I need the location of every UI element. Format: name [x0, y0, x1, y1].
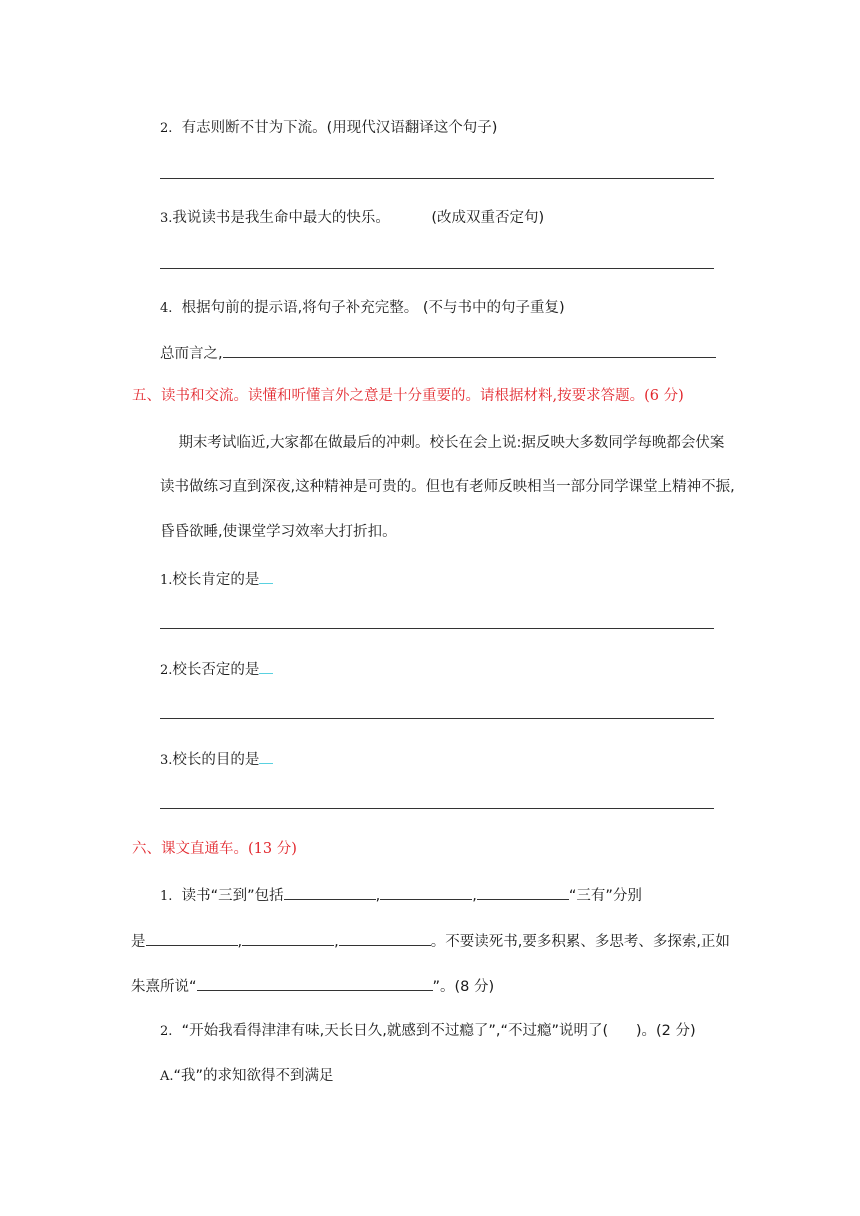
- s6-question-2: [160, 1021, 696, 1042]
- q4-answer: [160, 342, 716, 364]
- question-2: [160, 118, 497, 139]
- question-number: 3.: [160, 753, 173, 768]
- question-number: 2.: [160, 663, 173, 678]
- question-text: 校长肯定的是: [172, 572, 260, 588]
- question-number: 2.: [160, 1024, 173, 1039]
- question-text: 读书“三到”包括: [181, 888, 284, 904]
- s6-question-1: [160, 884, 642, 907]
- separator: ,: [237, 934, 243, 950]
- answer-blank[interactable]: [259, 748, 273, 764]
- answer-line[interactable]: [160, 628, 714, 629]
- question-text: 是: [131, 934, 146, 950]
- s6-question-1-line-2: [131, 930, 730, 952]
- question-text: “三有”分别: [568, 888, 642, 904]
- separator: ,: [472, 888, 477, 904]
- question-text: 我说读书是我生命中最大的快乐。: [172, 210, 390, 226]
- passage-text: 期末考试临近,大家都在做最后的冲刺。校长在会上说:据反映大多数同学每晚都会伏案: [178, 435, 725, 451]
- question-text: 校长的目的是: [172, 752, 260, 768]
- question-text: “开始我看得津津有味,天长日久,就感到不过瘾了”,“不过瘾”说明了(: [181, 1023, 609, 1039]
- question-text: 有志则断不甘为下流。(用现代汉语翻译这个句子): [181, 120, 498, 136]
- answer-line[interactable]: [160, 718, 714, 719]
- answer-line[interactable]: [160, 808, 714, 809]
- answer-blank[interactable]: [223, 342, 716, 358]
- answer-blank[interactable]: [242, 930, 334, 946]
- separator: ,: [334, 934, 339, 950]
- s6-question-1-line-3: [131, 975, 494, 997]
- question-text: 朱熹所说“: [131, 979, 197, 995]
- option-a[interactable]: [160, 1066, 334, 1087]
- option-text: “我”的求知欲得不到满足: [173, 1068, 334, 1084]
- passage-line-2: 读书做练习直到深夜,这种精神是可贵的。但也有老师反映相当一部分同学课堂上精神不振,: [160, 479, 735, 495]
- question-4: [160, 298, 565, 319]
- question-instruction: (改成双重否定句): [431, 210, 545, 226]
- answer-blank[interactable]: [197, 975, 433, 991]
- section-5-heading: 五、读书和交流。读懂和听懂言外之意是十分重要的。请根据材料,按要求答题。(6 分): [132, 388, 684, 404]
- answer-blank[interactable]: [146, 930, 238, 946]
- question-number: 1.: [160, 889, 173, 904]
- passage-line-1: [160, 433, 724, 453]
- answer-blank[interactable]: [339, 930, 431, 946]
- question-number: 3.: [160, 211, 173, 226]
- option-label: A.: [160, 1069, 174, 1084]
- answer-blank[interactable]: [259, 568, 273, 584]
- question-text: ”。(8 分): [432, 979, 495, 995]
- s5-question-3: [160, 748, 273, 771]
- answer-blank[interactable]: [259, 658, 273, 674]
- question-text: )。(2 分): [635, 1023, 696, 1039]
- answer-blank[interactable]: [284, 884, 376, 900]
- answer-line[interactable]: [160, 178, 714, 179]
- s5-question-2: [160, 658, 273, 681]
- answer-blank[interactable]: [477, 884, 569, 900]
- question-number: 2.: [160, 121, 173, 136]
- answer-prefix: 总而言之,: [160, 346, 223, 362]
- passage-line-3: 昏昏欲睡,使课堂学习效率大打折扣。: [160, 524, 397, 540]
- section-6-heading: 六、课文直通车。(13 分): [132, 841, 297, 857]
- separator: ,: [375, 888, 381, 904]
- question-3: [160, 208, 544, 229]
- s5-question-1: [160, 568, 273, 591]
- question-number: 1.: [160, 573, 173, 588]
- question-text: 根据句前的提示语,将句子补充完整。 (不与书中的句子重复): [181, 300, 565, 316]
- question-text: 校长否定的是: [172, 662, 260, 678]
- answer-blank[interactable]: [380, 884, 472, 900]
- question-number: 4.: [160, 301, 173, 316]
- question-text: 。不要读死书,要多积累、多思考、多探索,正如: [430, 934, 730, 950]
- answer-line[interactable]: [160, 268, 714, 269]
